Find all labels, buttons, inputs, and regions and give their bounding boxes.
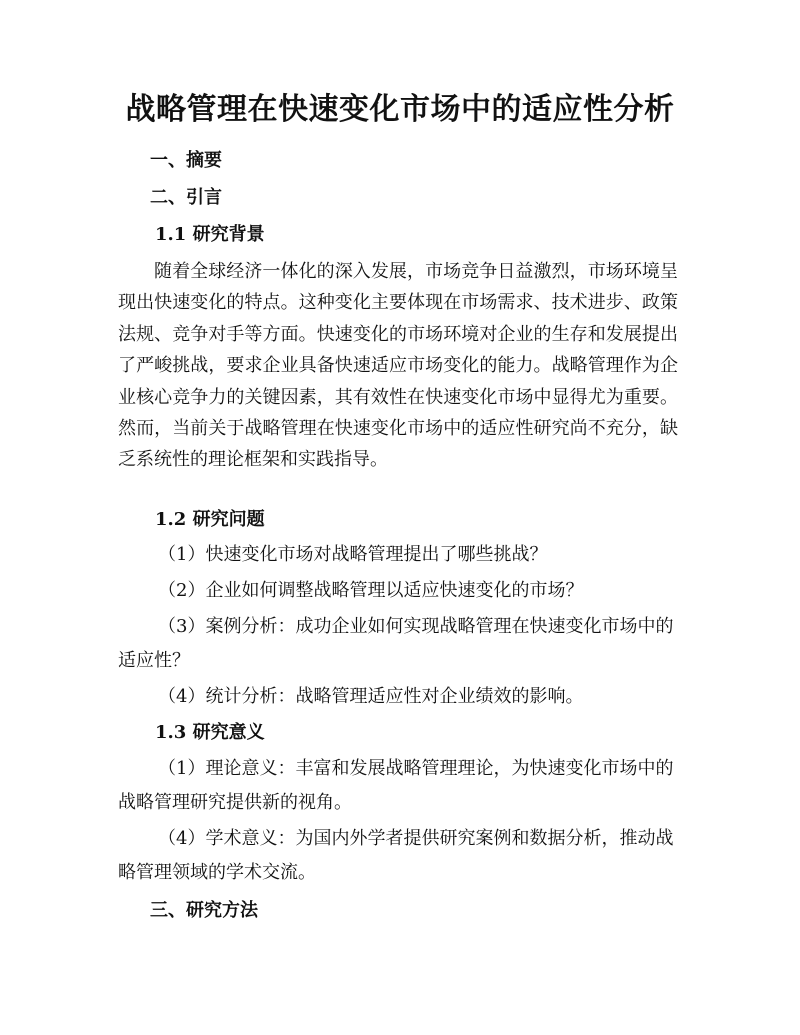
significance-item: （4）学术意义：为国内外学者提供研究案例和数据分析，推动战略管理领域的学术交流。	[118, 828, 674, 883]
subsection-heading-significance: 1.3 研究意义	[155, 722, 265, 743]
question-item: （4）统计分析：战略管理适应性对企业绩效的影响。	[158, 686, 584, 707]
significance-item: （1）理论意义：丰富和发展战略管理理论，为快速变化市场中的战略管理研究提供新的视角。	[118, 758, 674, 813]
question-item: （1）快速变化市场对战略管理提出了哪些挑战？	[158, 544, 548, 565]
page-title: 战略管理在快速变化市场中的适应性分析	[125, 92, 675, 127]
question-item: （2）企业如何调整战略管理以适应快速变化的市场？	[158, 580, 584, 601]
background-paragraph: 随着全球经济一体化的深入发展，市场竞争日益激烈，市场环境呈现出快速变化的特点。这种变化主要体现在市场需求、技术进步、政策法规、竞争对手等方面。快速变化的市场环境对企业的生存和发展提出了严峻挑战，要求企业具备快速适应市场变化的能力。战略管理作为企业核心竞争力的关键因素，其有效性在快速变化市场中显得尤为重要。然而，当前关于战略管理在快速变化市场中的适应性研究尚不充分，缺乏系统性的理论框架和实践指导。	[118, 261, 678, 471]
section-heading-introduction: 二、引言	[150, 187, 222, 208]
subsection-heading-questions: 1.2 研究问题	[155, 509, 265, 530]
subsection-heading-background: 1.1 研究背景	[155, 224, 265, 245]
question-item: （3）案例分析：成功企业如何实现战略管理在快速变化市场中的适应性？	[118, 616, 674, 671]
section-heading-abstract: 一、摘要	[150, 150, 222, 171]
section-heading-methods: 三、研究方法	[150, 900, 258, 921]
